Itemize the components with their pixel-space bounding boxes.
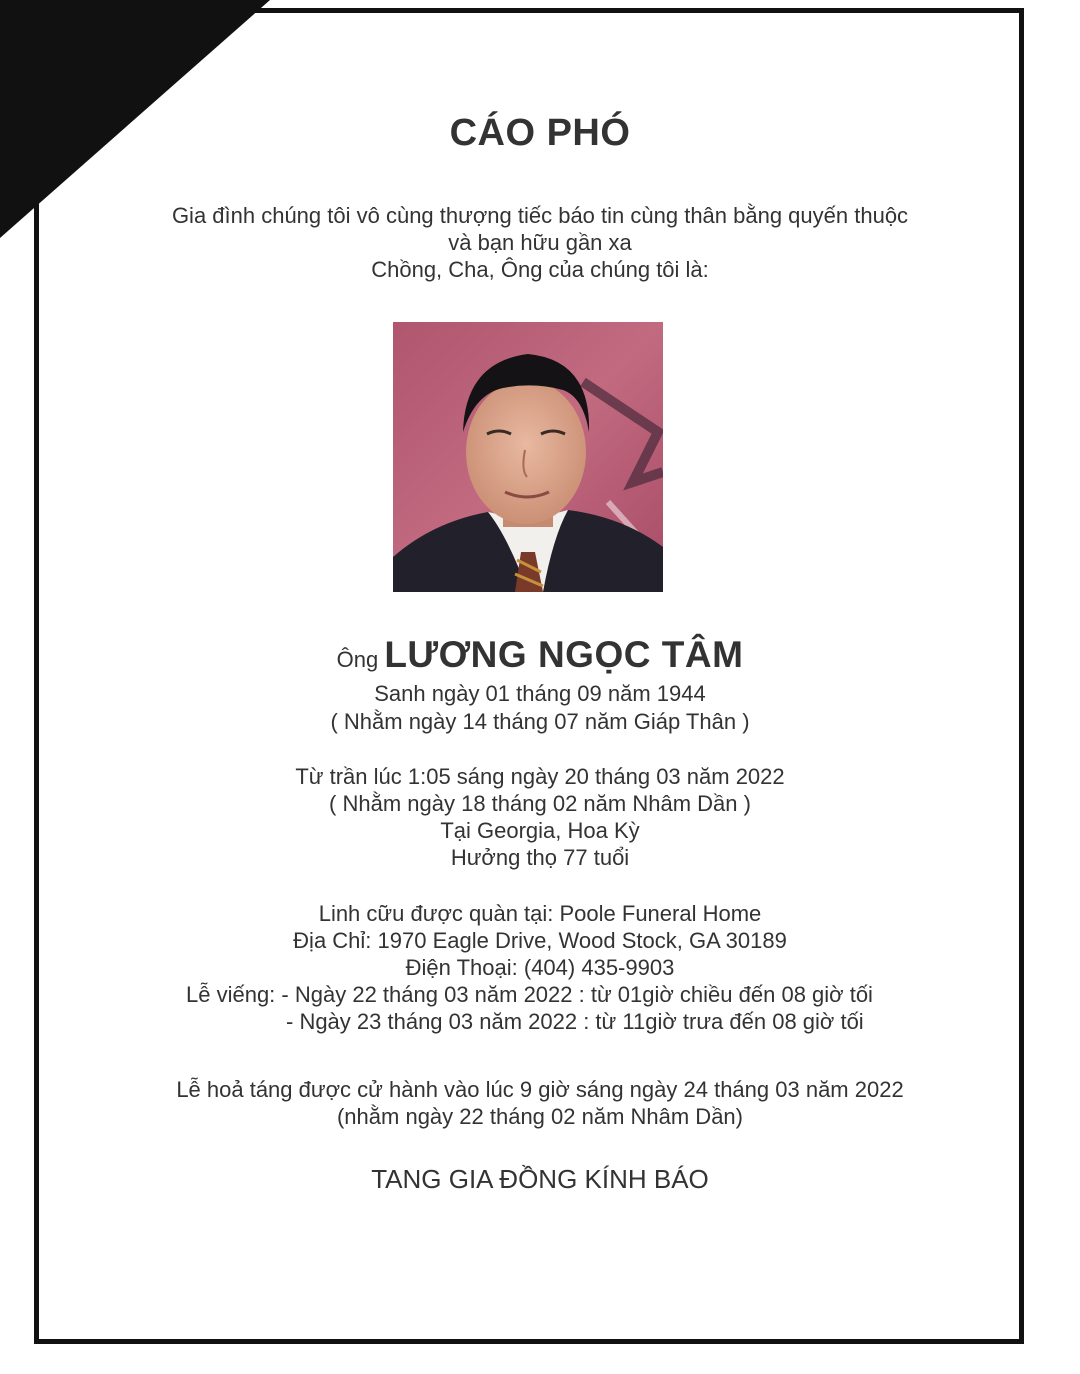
- birth-lunar-date: ( Nhằm ngày 14 tháng 07 năm Giáp Thân ): [330, 709, 750, 734]
- intro-line-3: Chồng, Cha, Ông của chúng tôi là:: [371, 257, 709, 282]
- portrait-photo: [393, 322, 663, 592]
- deceased-name-line: [0, 634, 1080, 676]
- birth-date: Sanh ngày 01 tháng 09 năm 1944: [374, 681, 706, 706]
- viewing-label: Lễ viếng:: [186, 982, 276, 1007]
- cremation-time: Lễ hoả táng được cử hành vào lúc 9 giờ sáng ngày 24 tháng 03 năm 2022: [176, 1077, 904, 1102]
- funeral-phone: Điện Thoại: (404) 435-9903: [405, 955, 675, 980]
- deceased-name: LƯƠNG NGỌC TÂM: [384, 634, 744, 675]
- viewing-schedule-line-1: [186, 982, 873, 1008]
- death-lunar-date: ( Nhằm ngày 18 tháng 02 năm Nhâm Dần ): [329, 791, 751, 816]
- intro-line-1: Gia đình chúng tôi vô cùng thượng tiếc báo tin cùng thân bằng quyến thuộc: [171, 203, 909, 228]
- age-at-death: Hưởng thọ 77 tuổi: [450, 845, 630, 870]
- funeral-home: Linh cữu được quàn tại: Poole Funeral Home: [318, 901, 762, 926]
- honorific-prefix: Ông: [336, 647, 379, 672]
- viewing-day-2: - Ngày 23 tháng 03 năm 2022 : từ 11giờ trưa đến 08 giờ tối: [286, 1009, 864, 1034]
- cremation-lunar-date: (nhằm ngày 22 tháng 02 năm Nhâm Dần): [336, 1104, 743, 1129]
- death-place: Tại Georgia, Hoa Kỳ: [440, 818, 640, 843]
- intro-line-2: và bạn hữu gần xa: [448, 230, 632, 255]
- death-date: Từ trần lúc 1:05 sáng ngày 20 tháng 03 năm 2022: [295, 764, 785, 789]
- viewing-day-1: - Ngày 22 tháng 03 năm 2022 : từ 01giờ chiều đến 08 giờ tối: [281, 982, 873, 1007]
- funeral-address: Địa Chỉ: 1970 Eagle Drive, Wood Stock, GA 30189: [293, 928, 787, 953]
- notice-title: CÁO PHÓ: [449, 112, 631, 154]
- closing-signature: TANG GIA ĐỒNG KÍNH BÁO: [371, 1164, 709, 1194]
